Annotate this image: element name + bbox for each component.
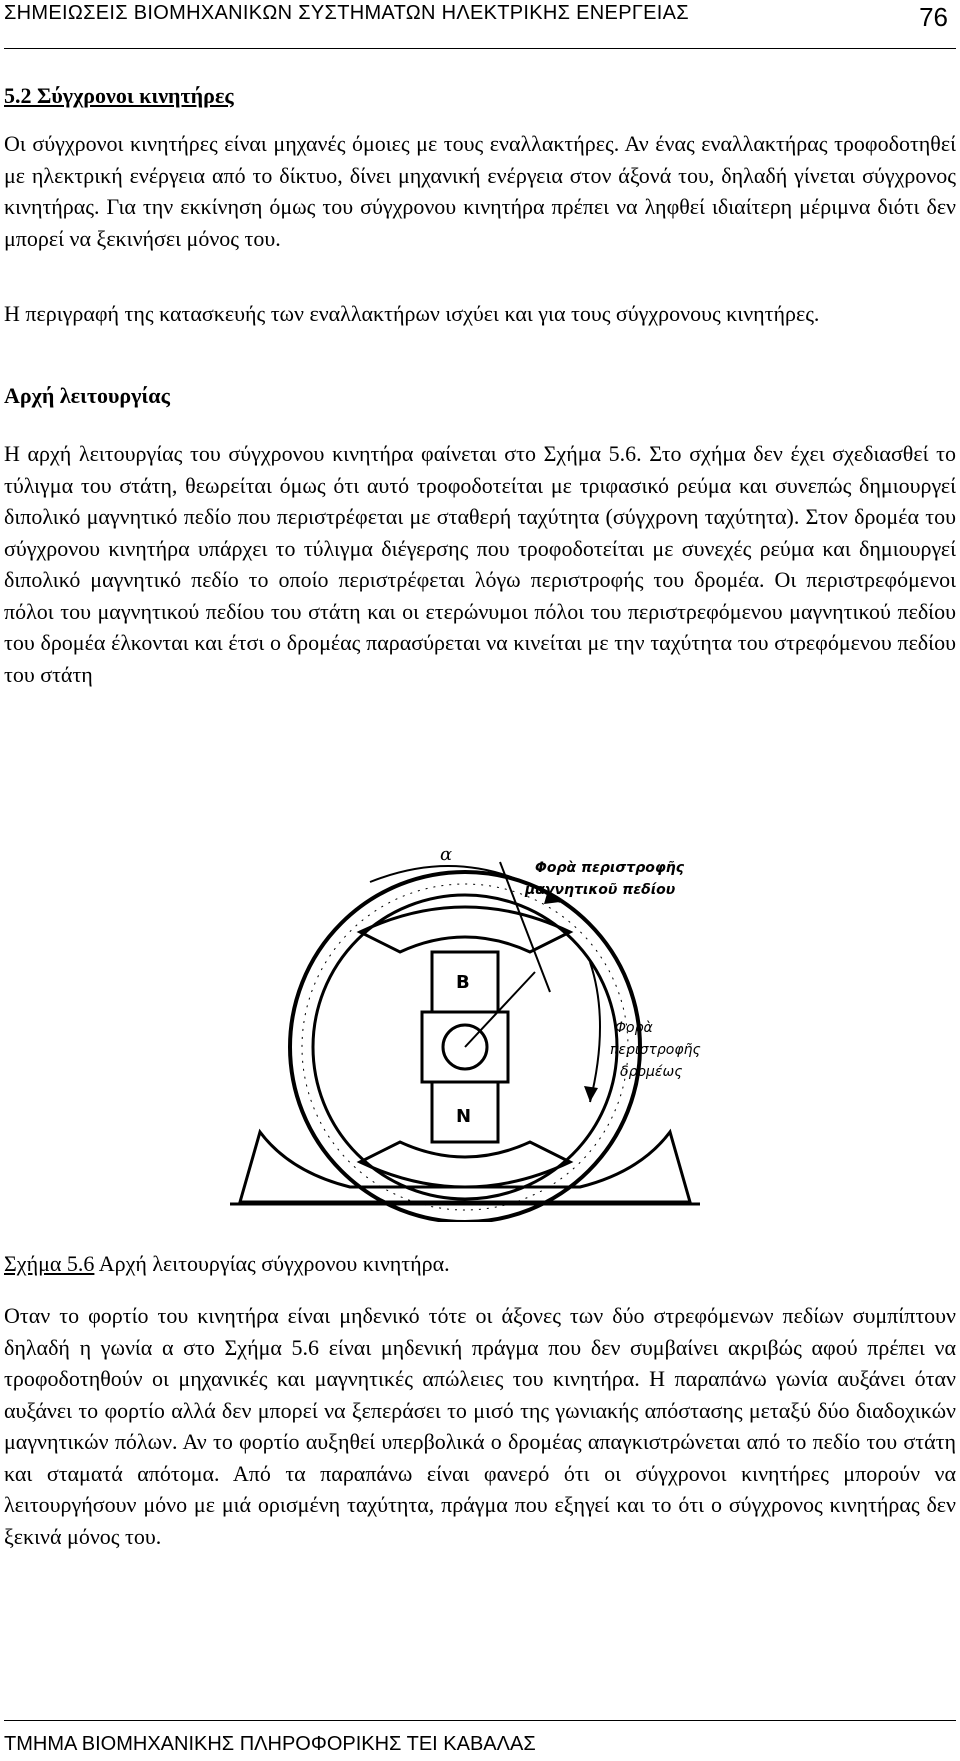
- pole-label-b: B: [456, 972, 470, 993]
- rotor-direction-arrow: [590, 962, 600, 1102]
- label-stator-field-1: Φορὰ περιστροφῆς: [535, 860, 685, 876]
- label-rotor-dir-1: Φορὰ: [615, 1020, 653, 1036]
- section-title: 5.2 Σύγχρονοι κινητήρες: [4, 83, 234, 108]
- page-number: 76: [919, 2, 948, 32]
- motor-diagram: [200, 842, 760, 1222]
- paragraph-construction: Η περιγραφή της κατασκευής των εναλλακτήρων ισχύει και για τους σύγχρονους κινητήρες.: [4, 301, 820, 326]
- label-rotor-dir-2: περιστροφῆς: [610, 1042, 701, 1058]
- label-stator-field-2: μαγνητικοῦ πεδίου: [525, 882, 676, 898]
- paragraph-intro: Οι σύγχρονοι κινητήρες είναι μηχανές όμοιες με τους εναλλακτήρες. Αν ένας εναλλακτήρας τροφοδοτηθεί με ηλεκτρική ενέργεια από το δίκτυο, δίνει μηχανική ενέργεια στον άξονά του, δηλαδή γίνεται σύγχρονος κινητήρας. Για την εκκίνηση όμως του σύγχρονου κινητήρα πρέπει να ληφθεί ιδιαίτερη μέριμνα διότι δεν μπορεί να ξεκινήσει μόνος του.: [4, 131, 956, 251]
- paragraph-principle: Η αρχή λειτουργίας του σύγχρονου κινητήρα φαίνεται στο Σχήμα 5.6. Στο σχήμα δεν έχει σχεδιασθεί το τύλιγμα του στάτη, θεωρείται όμως ότι αυτό τροφοδοτείται με τριφασικό ρεύμα και συνεπώς δημιουργεί διπολικό μαγνητικό πεδίο που περιστρέφεται με σταθερή ταχύτητα (σύγχρονη ταχύτητα). Στον δρομέα του σύγχρονου κινητήρα υπάρχει το τύλιγμα διέγερσης που τροφοδοτείται με συνεχές ρεύμα και δημιουργεί διπολικό μαγνητικό πεδίο το οποίο περιστρέφεται λόγω περιστροφής του δρομέα. Οι περιστρεφόμενοι πόλοι του μαγνητικού πεδίου του στάτη και οι ετερώνυμοι πόλοι του περιστρεφόμενου μαγνητικού πεδίου του δρομέα έλκονται και έτσι ο δρομέας παρασύρεται να κινείται με την ταχύτητα του στρεφόμενου πεδίου του στάτη: [4, 441, 956, 687]
- subheading: Αρχή λειτουργίας: [4, 383, 170, 408]
- footer-text: ΤΜΗΜΑ ΒΙΟΜΗΧΑΝΙΚΗΣ ΠΛΗΡΟΦΟΡΙΚΗΣ ΤΕΙ ΚΑΒΑΛΑΣ: [4, 1733, 536, 1755]
- figure-caption-text: Αρχή λειτουργίας σύγχρονου κινητήρα.: [98, 1251, 450, 1276]
- label-rotor-dir-3: δρομέως: [620, 1064, 683, 1080]
- page-header: [4, 0, 956, 49]
- figure-caption-label: Σχήμα 5.6: [4, 1251, 95, 1276]
- figure-caption: [4, 1251, 450, 1277]
- header-title: ΣΗΜΕΙΩΣΕΙΣ ΒΙΟΜΗΧΑΝΙΚΩΝ ΣΥΣΤΗΜΑΤΩΝ ΗΛΕΚΤΡΙΚΗΣ ΕΝΕΡΓΕΙΑΣ: [4, 2, 689, 24]
- page-footer: [4, 1720, 956, 1756]
- paragraph-load: Οταν το φορτίο του κινητήρα είναι μηδενικό τότε οι άξονες των δύο στρεφόμενων πεδίων συμπίπτουν δηλαδή η γωνία α στο Σχήμα 5.6 είναι μηδενική πράγμα που δεν συμβαίνει ακριβώς αφού πρέπει να τροφοδοτηθούν οι μηχανικές και μαγνητικές απώλειες του κινητήρα. Η παραπάνω γωνία αυξάνει όταν αυξάνει το φορτίο αλλά δεν μπορεί να ξεπεράσει το μισό της γωνιακής απόστασης μεταξύ δύο διαδοχικών μαγνητικών πόλων. Αν το φορτίο αυξηθεί υπερβολικά ο δρομέας απαγκιστρώνεται από το πεδίο του στάτη και σταματά απότομα. Από τα παραπάνω είναι φανερό ότι οι σύγχρονοι κινητήρες μπορούν να λειτουργήσουν μόνο με μιά ορισμένη ταχύτητα, πράγμα που εξηγεί και το ότι ο σύγχρονος κινητήρας δεν ξεκινά μόνος του.: [4, 1303, 956, 1549]
- pole-label-n: N: [456, 1106, 472, 1127]
- angle-alpha: α: [440, 844, 453, 865]
